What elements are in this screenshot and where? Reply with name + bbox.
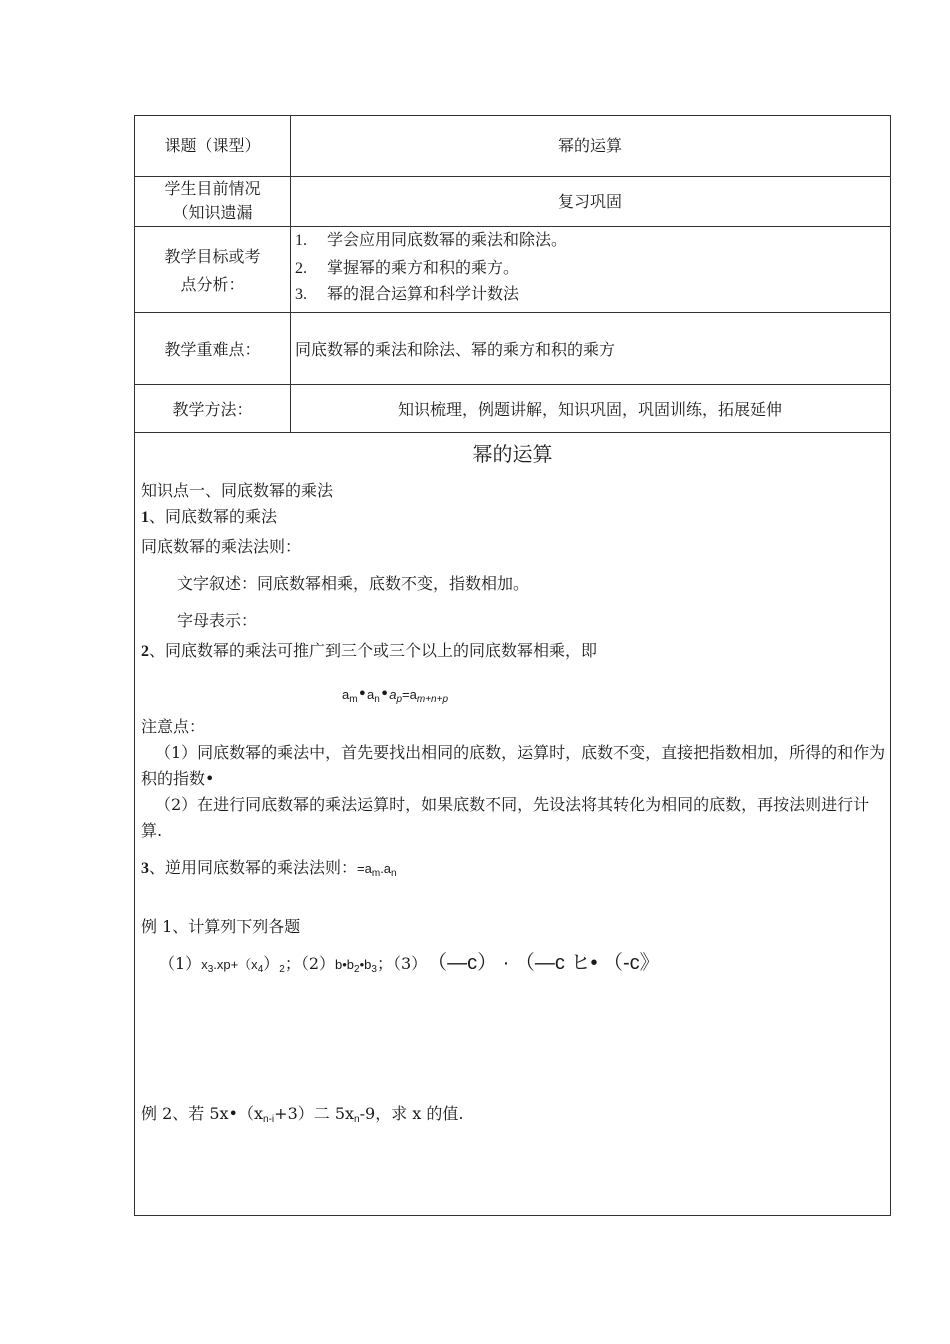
goal-item <box>295 228 567 253</box>
problem-index: （1） <box>159 954 202 973</box>
note-2: （2）在进行同底数幂的乘法运算时，如果底数不同，先设法将其转化为相同的底数，再按法则进行计算. <box>141 795 870 840</box>
problem-subscript: 3 <box>207 964 214 975</box>
formula-result: =a <box>402 687 417 702</box>
example-2-subscript: n <box>354 1114 360 1125</box>
key-points-value: 同底数幂的乘法和除法、幂的乘方和积的乘方 <box>295 340 616 359</box>
goal-item <box>295 256 519 281</box>
goals-label-line1: 教学目标或考 <box>164 247 261 266</box>
knowledge-point-heading: 知识点一、同底数幂的乘法 <box>141 481 334 500</box>
row-divider <box>135 384 890 385</box>
row-divider <box>135 432 890 433</box>
problem-term: .xp+（x <box>213 957 258 972</box>
goal-text: 学会应用同底数幂的乘法和除法。 <box>327 230 568 249</box>
formula-exponent: m <box>371 868 381 879</box>
text-description: 文字叙述：同底数幂相乘，底数不变，指数相加。 <box>177 574 530 593</box>
key-points-label: 教学重难点： <box>164 340 261 359</box>
example-2-subscript: n-i <box>263 1114 275 1125</box>
goal-item <box>295 282 519 307</box>
student-status-label-line2: （知识遗漏 <box>172 203 253 222</box>
goal-text: 幂的混合运算和科学计数法 <box>327 284 520 303</box>
subsection-number: 1 <box>141 509 149 526</box>
problem-index: ；（2） <box>284 954 336 973</box>
goal-number: 2. <box>295 260 307 277</box>
goals-label-line2: 点分析： <box>180 275 245 294</box>
formula-exponent: p <box>396 694 403 705</box>
problem-term: ） <box>263 954 280 973</box>
example-2-text: +3）二 5x <box>274 1104 355 1123</box>
goal-number: 3. <box>295 286 307 303</box>
subsection-number: 2 <box>141 643 149 660</box>
formula-dot: • <box>379 684 390 703</box>
formula-exponent: n <box>374 694 380 705</box>
problem-subscript: 4 <box>257 964 264 975</box>
example-2-text: 例 2、若 5x•（x <box>141 1104 264 1123</box>
problem-index: ；（3） <box>376 954 428 973</box>
method-value: 知识梳理，例题讲解，知识巩固，巩固训练，拓展延伸 <box>397 400 782 419</box>
problem-subscript: 2 <box>279 964 285 975</box>
formula-base: a <box>342 687 350 702</box>
subsection-text: 、同底数幂的乘法可推广到三个或三个以上的同底数幂相乘，即 <box>149 641 598 660</box>
goal-number: 1. <box>295 232 307 249</box>
example-1-label: 例 1、计算列下列各题 <box>141 917 301 936</box>
formula-base: .a <box>380 861 392 876</box>
row-divider <box>135 312 890 313</box>
example-1-problems <box>159 950 879 983</box>
subsection-text: 、逆用同底数幂的乘法法则： <box>149 858 358 877</box>
problem-subscript: 2 <box>354 964 360 975</box>
formula-dot: • <box>357 684 368 703</box>
column-divider <box>290 116 291 432</box>
notes-label: 注意点： <box>141 717 206 736</box>
formula-base: =a <box>357 861 372 876</box>
letter-description: 字母表示： <box>177 611 258 630</box>
student-status-label-line1: 学生目前情况 <box>164 179 261 198</box>
goal-text: 掌握幂的乘方和积的乘方。 <box>327 258 520 277</box>
rule-label: 同底数幂的乘法法则： <box>141 537 302 556</box>
subsection-2 <box>141 638 886 665</box>
method-label: 教学方法： <box>172 400 253 419</box>
formula-base: a <box>389 687 397 702</box>
problem-subscript: 3 <box>371 964 377 975</box>
section-title: 幂的运算 <box>472 442 553 466</box>
problem-term: x <box>201 957 208 972</box>
topic-value: 幂的运算 <box>557 136 622 155</box>
formula-base: a <box>367 687 375 702</box>
subsection-number: 3 <box>141 860 149 877</box>
formula-exponent: m+n+p <box>416 694 449 705</box>
note-1: （1）同底数幂的乘法中，首先要找出相同的底数，运算时，底数不变，直接把指数相加，所得的和作为积的指数• <box>141 743 886 788</box>
example-2-text: -9，求 x 的值. <box>359 1104 464 1123</box>
subsection-text: 、同底数幂的乘法 <box>149 507 278 526</box>
formula-exponent: n <box>391 868 397 879</box>
formula-exponent: m <box>349 694 358 705</box>
subsection-1 <box>141 504 886 531</box>
problem-term: b•b <box>335 957 355 972</box>
subsection-3 <box>141 855 886 887</box>
lesson-plan-table <box>134 115 891 1216</box>
example-2 <box>141 1101 886 1133</box>
topic-label: 课题（课型） <box>164 136 261 155</box>
student-status-value: 复习巩固 <box>557 192 622 211</box>
product-formula <box>342 681 742 713</box>
problem-expression: （—c） · （—c ヒ• （-c》 <box>437 952 660 974</box>
problem-term: •b <box>359 957 372 972</box>
row-divider <box>135 226 890 227</box>
